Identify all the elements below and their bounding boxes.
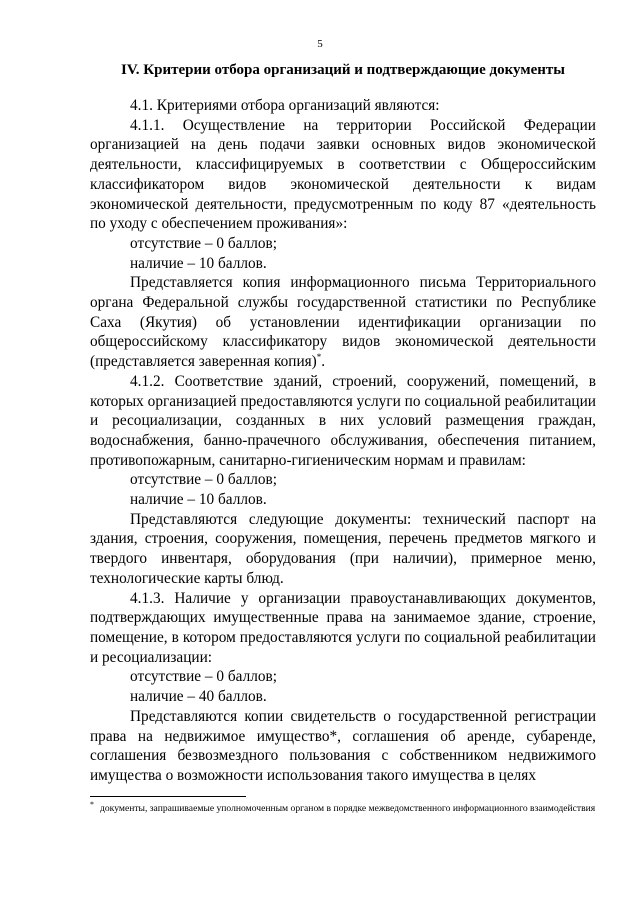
paragraph-suffix: . xyxy=(321,353,326,371)
footnote xyxy=(90,799,596,815)
paragraph-criterion-4-1-1: 4.1.1. Осуществление на территории Российской Федерации организацией на день подачи заявки основных видов экономической деятельности, классифицируемых в соответствии с Общероссийским классификатором видов экономической деятельности к видам экономической деятельности, предусмотренным по коду 87 «деятельность по уходу с обеспечением проживания»: xyxy=(90,116,596,233)
page-number: 5 xyxy=(317,38,323,50)
paragraph-criteria-intro: 4.1. Критериями отбора организаций являются: xyxy=(130,97,440,114)
footnote-text: документы, запрашиваемые уполномоченным органом в порядке межведомственного информационного взаимодействия xyxy=(100,803,596,814)
paragraph-documents-4-1-1 xyxy=(90,273,596,372)
score-present: наличие – 10 баллов. xyxy=(130,491,267,509)
score-present: наличие – 10 баллов. xyxy=(130,254,267,272)
footnote-marker: * xyxy=(316,352,322,363)
score-absent: отсутствие – 0 баллов; xyxy=(130,471,277,489)
score-absent: отсутствие – 0 баллов; xyxy=(130,668,277,686)
paragraph-text: Представляется копия информационного письма Территориального органа Федеральной службы государственной статистики по Республике Саха (Якутия) об установлении идентификации организации по общероссийскому классификатору видов экономической деятельности (представляется заверенная копия) xyxy=(90,274,596,371)
footnote-marker: * xyxy=(90,799,94,809)
score-present: наличие – 40 баллов. xyxy=(130,688,267,706)
paragraph-criterion-4-1-2: 4.1.2. Соответствие зданий, строений, сооружений, помещений, в которых организацией предоставляются услуги по социальной реабилитации и ресоциализации, созданных в них условий размещения граждан, водоснабжения, банно-прачечного обслуживания, обеспечения питанием, противопожарным, санитарно-гигиеническим нормам и правилам: xyxy=(90,372,596,469)
paragraph-documents-4-1-3: Представляются копии свидетельств о государственной регистрации права на недвижимое имущество*, соглашения об аренде, субаренде, соглашения безвозмездного пользования с собственником недвижимого имущества о возможности использования такого имущества в целях xyxy=(90,707,596,784)
footnote-separator xyxy=(90,796,246,797)
score-absent: отсутствие – 0 баллов; xyxy=(130,234,277,252)
paragraph-criterion-4-1-3: 4.1.3. Наличие у организации правоустанавливающих документов, подтверждающих имущественные права на занимаемое здание, строение, помещение, в котором предоставляются услуги по социальной реабилитации и ресоциализации: xyxy=(90,589,596,666)
paragraph-documents-4-1-2: Представляются следующие документы: технический паспорт на здания, строения, сооружения, помещения, перечень предметов мягкого и твердого инвентаря, оборудования (при наличии), примерное меню, технологические карты блюд. xyxy=(90,510,596,587)
document-body xyxy=(90,96,596,786)
section-heading: IV. Критерии отбора организаций и подтверждающие документы xyxy=(121,62,565,78)
